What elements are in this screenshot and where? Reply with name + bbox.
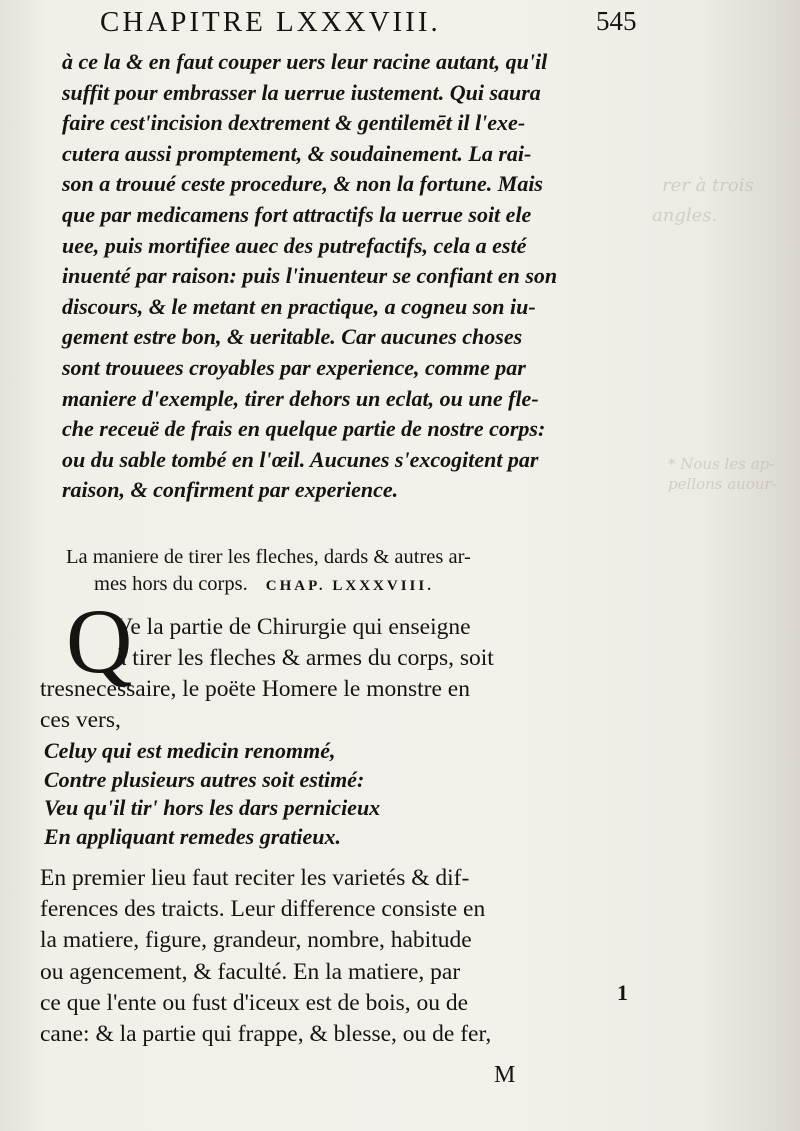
text-line: discours, & le metant en practique, a cogneu son iu-	[62, 293, 536, 319]
verse-line: Contre plusieurs autres soit estimé:	[44, 766, 365, 792]
text-line: ou agencement, & faculté. En la matiere, par	[40, 958, 461, 985]
page-number: 545	[596, 6, 637, 36]
text-line: à tirer les fleches & armes du corps, soit	[116, 645, 494, 671]
verse-line: En appliquant remedes gratieux.	[44, 823, 342, 849]
text-line: cane: & la partie qui frappe, & blesse, ou de fer,	[40, 1021, 492, 1048]
text-line: à ce la & en faut couper uers leur racine autant, qu'il	[62, 49, 548, 74]
text-line: ce que l'ente ou fust d'iceux est de bois, ou de	[40, 989, 469, 1016]
text-line: En premier lieu faut reciter les varietés & dif-	[40, 865, 470, 891]
signature-mark: M	[494, 1062, 516, 1088]
show-through-text: angles.	[652, 205, 718, 226]
verse-line: Celuy qui est medicin renommé,	[44, 738, 336, 763]
text-line: sont trouuees croyables par experience, comme par	[62, 354, 526, 380]
text-line: Ve la partie de Chirurgie qui enseigne	[116, 614, 471, 640]
text-line: que par medicamens fort attractifs la uerrue soit ele	[62, 201, 532, 227]
running-title: CHAPITRE LXXXVIII.	[100, 6, 441, 38]
roman-paragraph	[40, 863, 615, 1050]
caption-line: La maniere de tirer les fleches, dards & autres ar-	[66, 546, 471, 568]
verse-line: Veu qu'il tir' hors les dars pernicieux	[44, 795, 381, 820]
text-line: maniere d'exemple, tirer dehors un eclat, ou une fle-	[62, 385, 539, 411]
text-line: tresnecessaire, le poëte Homere le monstre en	[40, 676, 470, 702]
chapter-label: CHAP. LXXXVIII.	[265, 578, 434, 594]
show-through-text: * Nous les ap-	[668, 455, 775, 473]
text-line: che receuë de frais en quelque partie de nostre corps:	[62, 416, 546, 442]
text-line: faire cest'incision dextrement & gentilemēt il l'exe-	[62, 110, 526, 136]
caption-line-text: mes hors du corps.	[94, 573, 248, 595]
text-line: ferences des traicts. Leur difference consiste en	[40, 896, 486, 923]
show-through-text: rer à trois	[662, 175, 754, 196]
show-through-text: pellons auour-	[668, 475, 777, 493]
text-line: la matiere, figure, grandeur, nombre, habitude	[40, 927, 472, 954]
text-line: suffit pour embrasser la uerrue iustement. Qui saura	[62, 79, 541, 105]
text-line: son a trouué ceste procedure, & non la fortune. Mais	[62, 171, 543, 197]
margin-number: 1	[617, 980, 628, 1005]
text-line: ou du sable tombé en l'œil. Aucunes s'excogitent par	[62, 446, 539, 472]
text-line: gement estre bon, & ueritable. Car aucunes choses	[62, 324, 523, 350]
text-line: cutera aussi promptement, & soudainement. La rai-	[62, 140, 532, 166]
text-line: uee, puis mortifiee auec des putrefactifs, cela a esté	[62, 232, 527, 258]
drop-cap: Q	[66, 590, 133, 692]
chapter-caption	[66, 544, 606, 600]
text-line: ces vers,	[40, 707, 121, 733]
caption-line	[66, 571, 606, 600]
text-line: raison, & confirment par experience.	[62, 477, 399, 503]
italic-paragraph	[62, 47, 602, 506]
text-line: inuenté par raison: puis l'inuenteur se confiant en son	[62, 263, 558, 289]
roman-paragraph	[40, 612, 610, 736]
verse-quotation	[44, 737, 544, 851]
